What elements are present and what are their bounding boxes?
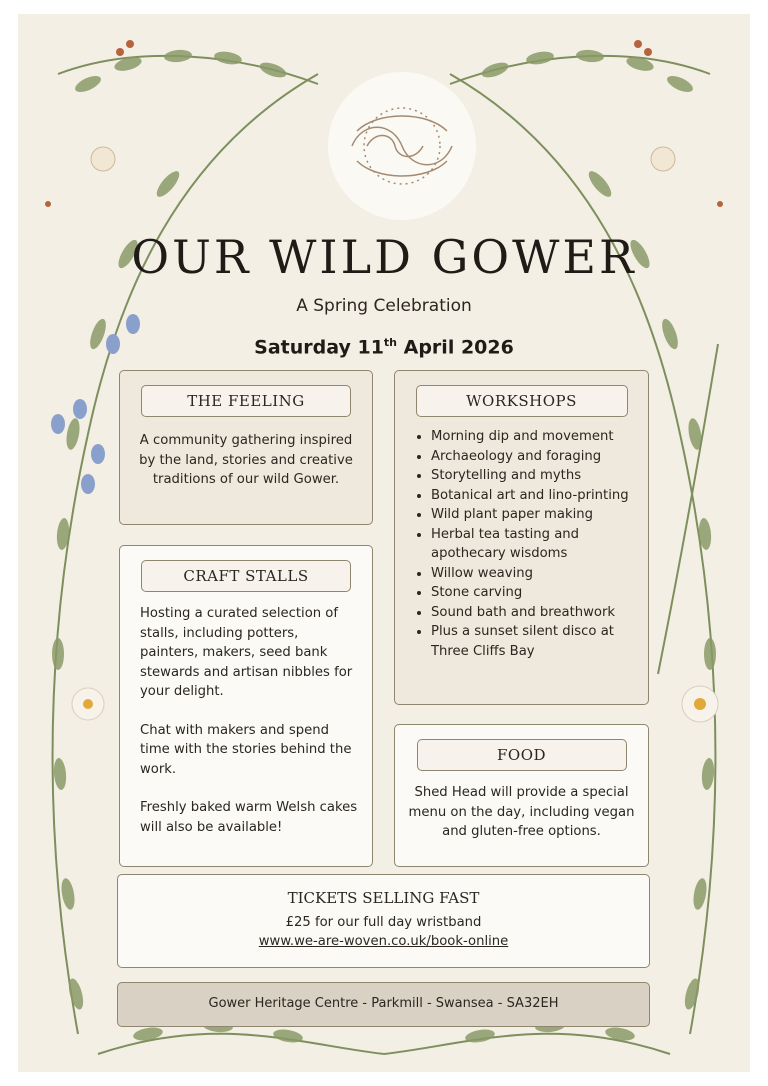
craft-stalls-paragraph: Hosting a curated selection of stalls, including potters, painters, makers, seed bank stewards and artisan nibbles for your delight. — [140, 606, 353, 699]
workshops-list — [413, 427, 640, 661]
date-day: Saturday 11 — [254, 336, 384, 359]
date-rest: April 2026 — [397, 336, 514, 359]
date-suffix: th — [383, 336, 398, 349]
food-card — [394, 724, 649, 867]
workshops-card — [394, 370, 649, 705]
feeling-text: A community gathering inspired by the land, stories and creative traditions of our wild Gower. — [139, 433, 353, 487]
tickets-card — [117, 874, 650, 968]
swirl-icon — [337, 101, 467, 191]
food-heading: FOOD — [417, 739, 627, 771]
tickets-price: £25 for our full day wristband — [285, 915, 482, 930]
workshop-item: • Stone carving — [431, 583, 640, 603]
workshop-item: • Willow weaving — [431, 564, 640, 584]
craft-stalls-heading: CRAFT STALLS — [141, 560, 351, 592]
feeling-card — [119, 370, 373, 525]
booking-link[interactable]: www.we-are-woven.co.uk/book-online — [258, 934, 509, 949]
tickets-heading: TICKETS SELLING FAST — [287, 889, 480, 907]
workshop-item: • Herbal tea tasting and apothecary wisdoms — [431, 525, 640, 564]
food-text: Shed Head will provide a special menu on the day, including vegan and gluten-free options. — [408, 785, 635, 839]
craft-stalls-paragraph: Chat with makers and spend time with the stories behind the work. — [140, 722, 352, 777]
workshop-item: • Wild plant paper making — [431, 505, 640, 525]
workshop-item: • Botanical art and lino-printing — [431, 486, 640, 506]
poster — [18, 14, 750, 1072]
feeling-heading: THE FEELING — [141, 385, 351, 417]
workshops-heading: WORKSHOPS — [416, 385, 628, 417]
craft-stalls-card — [119, 545, 373, 867]
emblem-logo — [328, 72, 476, 220]
workshop-item: • Morning dip and movement — [431, 427, 640, 447]
event-title: OUR WILD GOWER — [131, 230, 637, 284]
workshop-item: • Storytelling and myths — [431, 466, 640, 486]
event-subtitle: A Spring Celebration — [296, 296, 472, 316]
craft-stalls-paragraph: Freshly baked warm Welsh cakes will also be available! — [140, 800, 358, 835]
event-date — [18, 336, 750, 358]
venue-address: Gower Heritage Centre - Parkmill - Swansea - SA32EH — [117, 982, 650, 1027]
workshop-item: • Archaeology and foraging — [431, 447, 640, 467]
workshop-item: • Plus a sunset silent disco at Three Cliffs Bay — [431, 622, 640, 661]
workshop-item: • Sound bath and breathwork — [431, 603, 640, 623]
